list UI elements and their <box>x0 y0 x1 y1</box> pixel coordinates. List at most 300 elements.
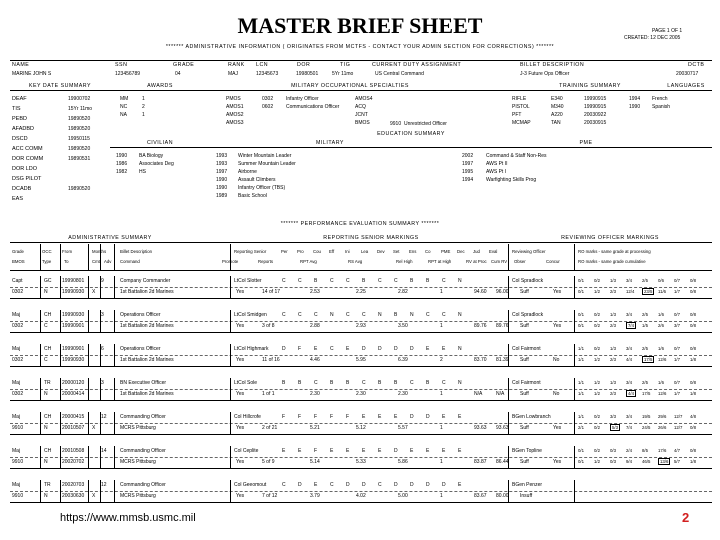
row-bmos: 0302 <box>12 357 24 363</box>
row-promote: Yes <box>236 425 245 431</box>
award-count: 2 <box>142 104 145 110</box>
row-ro-cum-mark: 0/8 <box>690 289 696 294</box>
key-date-label: DSG PILOT <box>12 176 42 182</box>
row-ro-mark: 3/4 <box>626 380 632 385</box>
row-ro-mark: 0/3 <box>610 448 616 453</box>
row-mark: D <box>346 482 350 488</box>
admin-value: J-3 Future Ops Officer <box>520 71 570 77</box>
row-mark: B <box>314 278 318 284</box>
row-reports: 1 of 1 <box>262 391 275 397</box>
row-mark: C <box>410 380 414 386</box>
row-concur: Yes <box>553 459 562 465</box>
row-reporting-senior: Col Hillcrofe <box>234 414 261 420</box>
row-ro-cum-mark: 2/3 <box>610 357 616 362</box>
row-mark: C <box>378 482 382 488</box>
row-mark: E <box>394 414 398 420</box>
row-column-divider <box>114 310 115 332</box>
row-ro-mark: 2/5 <box>642 346 648 351</box>
row-bmos: 9910 <box>12 425 24 431</box>
row-rpt-avg: 3.79 <box>310 493 320 499</box>
row-grade: Maj <box>12 448 21 454</box>
row-column-divider <box>508 446 509 468</box>
row-observation: Suff <box>520 425 529 431</box>
row-ro-cum-mark: 2/3 <box>610 391 616 396</box>
rs-col-header: Rel High <box>396 259 413 264</box>
row-rv-proc: 89.76 <box>474 323 487 329</box>
row-cum-rv: 93.63 <box>496 425 509 431</box>
row-mark: C <box>378 278 382 284</box>
row-ro-mark: 0/2 <box>594 448 600 453</box>
row-divider <box>10 332 712 333</box>
pme-header: PME <box>579 140 593 146</box>
row-column-divider <box>230 344 231 366</box>
row-reviewing-officer: Col Fairmont <box>512 380 541 386</box>
row-ro-cum-mark: 0/1 <box>578 323 584 328</box>
row-mark: E <box>378 448 382 454</box>
row-column-divider <box>88 310 89 332</box>
row-mark: B <box>346 380 350 386</box>
key-date-label: AFADBD <box>12 126 35 132</box>
rs-col-header: RPT at High <box>428 259 452 264</box>
row-reporting-senior: LtCol Sole <box>234 380 258 386</box>
row-command: 1st Battalion 2d Marines <box>120 391 174 397</box>
row-column-divider <box>88 412 89 434</box>
header-divider <box>574 244 575 270</box>
row-ro-mark: 0/6 <box>658 278 664 283</box>
row-rv-proc: 93.63 <box>474 425 487 431</box>
row-rs-avg: 4.02 <box>356 493 366 499</box>
rs-col-header: Ens <box>409 249 417 254</box>
row-ro-mark: 4/7 <box>674 448 680 453</box>
row-ro-cum-mark: 1/1 <box>578 357 584 362</box>
mos-code: AMOS1 <box>226 104 244 110</box>
row-months: 3 <box>101 312 104 318</box>
key-date-label: DCADB <box>12 186 32 192</box>
row-rpt-high: 1 <box>440 391 443 397</box>
row-column-divider <box>508 412 509 434</box>
row-billet: Company Commander <box>120 278 171 284</box>
row-from: 19990801 <box>62 278 85 284</box>
row-mark: D <box>426 414 430 420</box>
row-billet: BN Executive Officer <box>120 380 167 386</box>
row-reviewing-officer: BGen Lowbranch <box>512 414 551 420</box>
row-mark: C <box>298 278 302 284</box>
row-mark: C <box>442 380 446 386</box>
row-ro-cum-mark: 9/4 <box>626 459 632 464</box>
mil-year: 1989 <box>216 193 228 199</box>
row-from: 19990901 <box>62 346 85 352</box>
row-column-divider <box>60 310 61 332</box>
rs-col-header: Dev <box>377 249 385 254</box>
row-divider <box>10 400 712 401</box>
row-mark: E <box>426 448 430 454</box>
row-rs-avg: 2.93 <box>356 323 366 329</box>
row-column-divider <box>40 310 41 332</box>
row-type: C <box>44 357 48 363</box>
mil-course: Winter Mountain Leader <box>238 153 292 159</box>
training-header: TRAINING SUMMARY <box>559 83 621 89</box>
key-date-label: ACC COMM <box>12 146 43 152</box>
header-divider <box>114 244 115 270</box>
row-ro-cum-mark: 2/3 <box>610 323 616 328</box>
training-score: TAN <box>551 120 561 126</box>
row-bmos: 9910 <box>12 493 24 499</box>
row-divider <box>10 366 712 367</box>
row-mark: C <box>298 312 302 318</box>
row-column-divider <box>508 310 509 332</box>
row-reports: 7 of 12 <box>262 493 278 499</box>
row-ro-mark: 0/7 <box>674 380 680 385</box>
row-mark: E <box>298 448 302 454</box>
key-date-label: DOR COMM <box>12 156 44 162</box>
footer-url[interactable]: https://www.mmsb.usmc.mil <box>60 512 196 524</box>
row-billet: Operations Officer <box>120 346 161 352</box>
row-ro-cum-mark: 1/7 <box>674 357 680 362</box>
row-observation: Insuff <box>520 493 533 499</box>
row-mark: N <box>378 312 382 318</box>
rs-col-header: Pro <box>297 249 304 254</box>
row-mark: C <box>346 278 350 284</box>
row-ro-cum-mark: 12/4 <box>626 289 635 294</box>
row-column-divider <box>574 378 575 400</box>
row-months: 3 <box>101 380 104 386</box>
training-label: PISTOL <box>512 104 530 110</box>
rs-col-header: RV at Proc <box>466 259 487 264</box>
row-ro-mark: 2/5 <box>642 278 648 283</box>
row-type: N <box>44 493 48 499</box>
row-divider-dashed <box>10 355 712 356</box>
row-grade: Maj <box>12 414 21 420</box>
civ-degree: BA Biology <box>139 153 164 159</box>
row-occ: CH <box>44 312 52 318</box>
admin-col-header: From <box>62 249 73 254</box>
row-mark: E <box>330 448 334 454</box>
civ-year: 1986 <box>116 161 128 167</box>
row-ro-cum-mark: 1/7 <box>674 391 680 396</box>
language-year: 1994 <box>629 96 641 102</box>
row-mark: E <box>378 414 382 420</box>
row-column-divider <box>60 344 61 366</box>
mil-year: 1997 <box>216 169 228 175</box>
row-rpt-high: 1 <box>440 459 443 465</box>
row-ro-cum-mark: 0/8 <box>690 425 696 430</box>
language-name: Spanish <box>652 104 671 110</box>
row-mark: B <box>426 278 430 284</box>
key-date-label: EAS <box>12 196 24 202</box>
row-reviewing-officer: BGen Topline <box>512 448 542 454</box>
row-column-divider <box>60 412 61 434</box>
row-concur: Yes <box>553 289 562 295</box>
row-mark: F <box>330 414 334 420</box>
admin-value: 5Yr 11mo <box>332 71 354 77</box>
admin-value: 19980501 <box>296 71 319 77</box>
row-mark: N <box>330 312 334 318</box>
admin-label-rank: RANK <box>228 62 245 68</box>
training-score: E340 <box>551 96 563 102</box>
key-date-value: 15Yr 11mo <box>68 106 93 112</box>
row-column-divider <box>114 276 115 298</box>
training-label: RIFLE <box>512 96 527 102</box>
pme-year: 2002 <box>462 153 474 159</box>
training-score: A220 <box>551 112 563 118</box>
rs-col-header: Co <box>425 249 431 254</box>
row-type: C <box>44 323 48 329</box>
row-mark: C <box>330 278 334 284</box>
row-to: 20000414 <box>62 391 85 397</box>
row-column-divider <box>574 276 575 298</box>
admin-value: 123456789 <box>115 71 141 77</box>
admin-value: US Central Command <box>375 71 424 77</box>
row-mark: E <box>314 482 318 488</box>
rs-col-header: Promote <box>222 259 239 264</box>
mil-year: 1990 <box>216 177 228 183</box>
row-mark: D <box>426 482 430 488</box>
row-mark: C <box>330 482 334 488</box>
row-from: 20010508 <box>62 448 85 454</box>
row-concur: No <box>553 357 560 363</box>
admin-col-header: BMOS <box>12 259 25 264</box>
row-mark: C <box>330 346 334 352</box>
row-column-divider <box>230 276 231 298</box>
row-mark: E <box>362 414 366 420</box>
row-mark: D <box>442 482 446 488</box>
row-billet: Commanding Officer <box>120 482 166 488</box>
mil-course: Summer Mountain Leader <box>238 161 296 167</box>
row-rpt-avg: 5.14 <box>310 459 320 465</box>
pme-course: AWS Pt I <box>486 169 507 175</box>
row-type: N <box>44 459 48 465</box>
row-mark: C <box>442 312 446 318</box>
row-mark: B <box>410 278 414 284</box>
row-months: 9 <box>101 278 104 284</box>
row-reviewing-officer: BGen Penzer <box>512 482 543 488</box>
row-cum-rv: N/A <box>496 391 505 397</box>
row-ro-cum-mark: 11/6 <box>658 289 667 294</box>
row-cum-rv: 81.39 <box>496 357 509 363</box>
row-observation: Suff <box>520 391 529 397</box>
awards-header: AWARDS <box>147 83 173 89</box>
award-count: 1 <box>142 96 145 102</box>
training-date: 19990915 <box>584 104 607 110</box>
row-concur: Yes <box>553 323 562 329</box>
row-observation: Suff <box>520 357 529 363</box>
row-command: 1st Battalion 2d Marines <box>120 323 174 329</box>
row-ro-mark: 29/6 <box>658 414 667 419</box>
row-column-divider <box>60 480 61 502</box>
pme-course: AWS Pt II <box>486 161 508 167</box>
mos-code: AMOS3 <box>226 120 244 126</box>
row-grade: Maj <box>12 312 21 318</box>
row-mark: N <box>458 278 462 284</box>
row-column-divider <box>60 446 61 468</box>
ro-col-header: RO marks - same grade at processing <box>578 249 651 254</box>
row-rpt-avg: 2.53 <box>310 289 320 295</box>
row-promote: Yes <box>236 289 245 295</box>
rs-col-header: Ini <box>345 249 350 254</box>
admin-value: 20030717 <box>676 71 699 77</box>
row-rs-avg: 2.30 <box>356 391 366 397</box>
row-promote: Yes <box>236 323 245 329</box>
rs-markings-header: REPORTING SENIOR MARKINGS <box>323 235 419 241</box>
row-ro-cum-mark: 2/6 <box>658 323 664 328</box>
row-rpt-high: 2 <box>440 357 443 363</box>
row-grade: Maj <box>12 346 21 352</box>
row-ro-cum-mark: 17/5 <box>642 391 651 396</box>
row-mark: F <box>346 414 350 420</box>
row-ro-mark: 0/8 <box>690 448 696 453</box>
row-ro-mark: 1/3 <box>610 312 616 317</box>
row-divider <box>10 502 712 503</box>
rs-col-header: Lea <box>361 249 369 254</box>
row-column-divider <box>88 446 89 468</box>
header-divider <box>508 244 509 270</box>
language-year: 1990 <box>629 104 641 110</box>
row-rs-avg: 2.25 <box>356 289 366 295</box>
admin-label-billet-description: BILLET DESCRIPTION <box>520 62 585 68</box>
row-reviewing-officer: Col Spradlock <box>512 312 544 318</box>
rs-col-header: Jud <box>473 249 480 254</box>
mil-year: 1993 <box>216 161 228 167</box>
row-column-divider <box>574 412 575 434</box>
row-type: N <box>44 391 48 397</box>
key-date-label: TIS <box>12 106 21 112</box>
mil-year: 1993 <box>216 153 228 159</box>
row-months: 14 <box>101 448 107 454</box>
education-header: EDUCATION SUMMARY <box>377 131 445 137</box>
row-billet: Commanding Officer <box>120 448 166 454</box>
row-ro-cum-mark: 2/1 <box>578 425 584 430</box>
row-ro-cum-mark: 12/6 <box>658 391 667 396</box>
row-ro-cum-mark: 1/2 <box>594 289 600 294</box>
performance-banner: ******* PERFORMANCE EVALUATION SUMMARY ******* <box>280 221 440 227</box>
row-rs-avg: 5.33 <box>356 459 366 465</box>
rs-col-header: RS Avg <box>348 259 363 264</box>
row-column-divider <box>230 310 231 332</box>
row-promote: Yes <box>236 493 245 499</box>
row-ro-mark: 1/3 <box>610 380 616 385</box>
civ-degree: Associates Deg <box>139 161 174 167</box>
row-occ: CH <box>44 448 52 454</box>
row-rel-high: 2.30 <box>398 391 408 397</box>
row-column-divider <box>574 480 575 502</box>
award-count: 1 <box>142 112 145 118</box>
row-ro-cum-mark: 17/5 <box>644 357 653 362</box>
row-ro-mark: 8/5 <box>642 448 648 453</box>
row-observation: Suff <box>520 459 529 465</box>
row-column-divider <box>114 344 115 366</box>
civ-year: 1990 <box>116 153 128 159</box>
key-date-header: KEY DATE SUMMARY <box>28 83 92 89</box>
row-ro-mark: 0/2 <box>594 414 600 419</box>
pme-year: 1994 <box>462 177 474 183</box>
award-code: MM <box>120 96 129 102</box>
row-column-divider <box>114 412 115 434</box>
civ-degree: HS <box>139 169 146 175</box>
row-type: N <box>44 425 48 431</box>
row-ro-cum-mark: 1/7 <box>674 289 680 294</box>
admin-label-ssn: SSN <box>115 62 128 68</box>
row-rpt-high: 1 <box>440 289 443 295</box>
row-ro-cum-mark: 24/5 <box>642 425 651 430</box>
row-mark: E <box>458 482 462 488</box>
row-command: 1st Battalion 2d Marines <box>120 289 174 295</box>
row-rpt-high: 1 <box>440 323 443 329</box>
pme-course: Warfighting Skills Prog <box>486 177 537 183</box>
row-mark: N <box>458 312 462 318</box>
rs-col-header: Cum RV <box>491 259 508 264</box>
languages-header: LANGUAGES <box>667 83 705 89</box>
row-cum-rv: 96.00 <box>496 289 509 295</box>
row-mark: D <box>378 346 382 352</box>
row-rel-high: 5.00 <box>398 493 408 499</box>
row-mark: C <box>362 380 366 386</box>
row-mark: B <box>282 380 286 386</box>
admin-banner: ******* ADMINISTRATIVE INFORMATION ( ORIGINATES FROM MCTFS - CONTACT YOUR ADMIN SECTION FOR CORRECTIONS) ******* <box>165 44 555 50</box>
row-months: 12 <box>101 414 107 420</box>
row-column-divider <box>60 276 61 298</box>
row-column-divider <box>100 310 101 332</box>
row-billet: Commanding Officer <box>120 414 166 420</box>
row-ro-cum-mark: 7/4 <box>628 323 634 328</box>
row-reporting-senior: LtCol Slotter <box>234 278 262 284</box>
row-column-divider <box>100 446 101 468</box>
row-rpt-high: 1 <box>440 493 443 499</box>
row-ro-mark: 19/5 <box>642 414 651 419</box>
row-ro-cum-mark: 0/1 <box>578 459 584 464</box>
row-occ: TR <box>44 482 51 488</box>
row-column-divider <box>114 446 115 468</box>
admin-col-header: Grade <box>12 249 24 254</box>
ro-col-header: Reviewing Officer <box>512 249 546 254</box>
row-ro-cum-mark: 0/1 <box>578 289 584 294</box>
row-ro-mark: 1/3 <box>610 346 616 351</box>
admin-summary-header: ADMINISTRATIVE SUMMARY <box>68 235 152 241</box>
admin-value: 04 <box>175 71 181 77</box>
row-divider-dashed <box>10 389 712 390</box>
ro-markings-header: REVIEWING OFFICER MARKINGS <box>561 235 659 241</box>
key-date-value: 19900702 <box>68 96 91 102</box>
row-ro-cum-mark: 0/8 <box>690 323 696 328</box>
row-mark: E <box>426 346 430 352</box>
row-mark: E <box>442 414 446 420</box>
row-column-divider <box>114 378 115 400</box>
row-mark: C <box>282 482 286 488</box>
row-ro-cum-mark: 5/7 <box>674 459 680 464</box>
row-column-divider <box>508 344 509 366</box>
mos-number: 0302 <box>262 96 274 102</box>
rs-col-header: Reports <box>258 259 274 264</box>
row-promote: Yes <box>236 357 245 363</box>
admin-col-header: Adv <box>104 259 112 264</box>
key-date-value: 19890520 <box>68 116 91 122</box>
mos-code: PMOS <box>226 96 241 102</box>
row-column-divider <box>88 276 89 298</box>
pme-course: Command & Staff Non-Res <box>486 153 547 159</box>
mil-course: Infantry Officer (TBS) <box>238 185 286 191</box>
row-grade: Maj <box>12 380 21 386</box>
civ-year: 1982 <box>116 169 128 175</box>
row-ro-mark: 0/2 <box>594 346 600 351</box>
row-column-divider <box>100 480 101 502</box>
admin-col-header: Command <box>120 259 140 264</box>
row-mark: F <box>314 448 318 454</box>
rs-col-header: Reporting Senior <box>234 249 267 254</box>
row-rv-proc: 83.70 <box>474 357 487 363</box>
page-number: 2 <box>682 510 690 525</box>
row-mark: N <box>458 346 462 352</box>
admin-label-dor: DOR <box>297 62 311 68</box>
mos-header: MILITARY OCCUPATIONAL SPECIALTIES <box>291 83 409 89</box>
